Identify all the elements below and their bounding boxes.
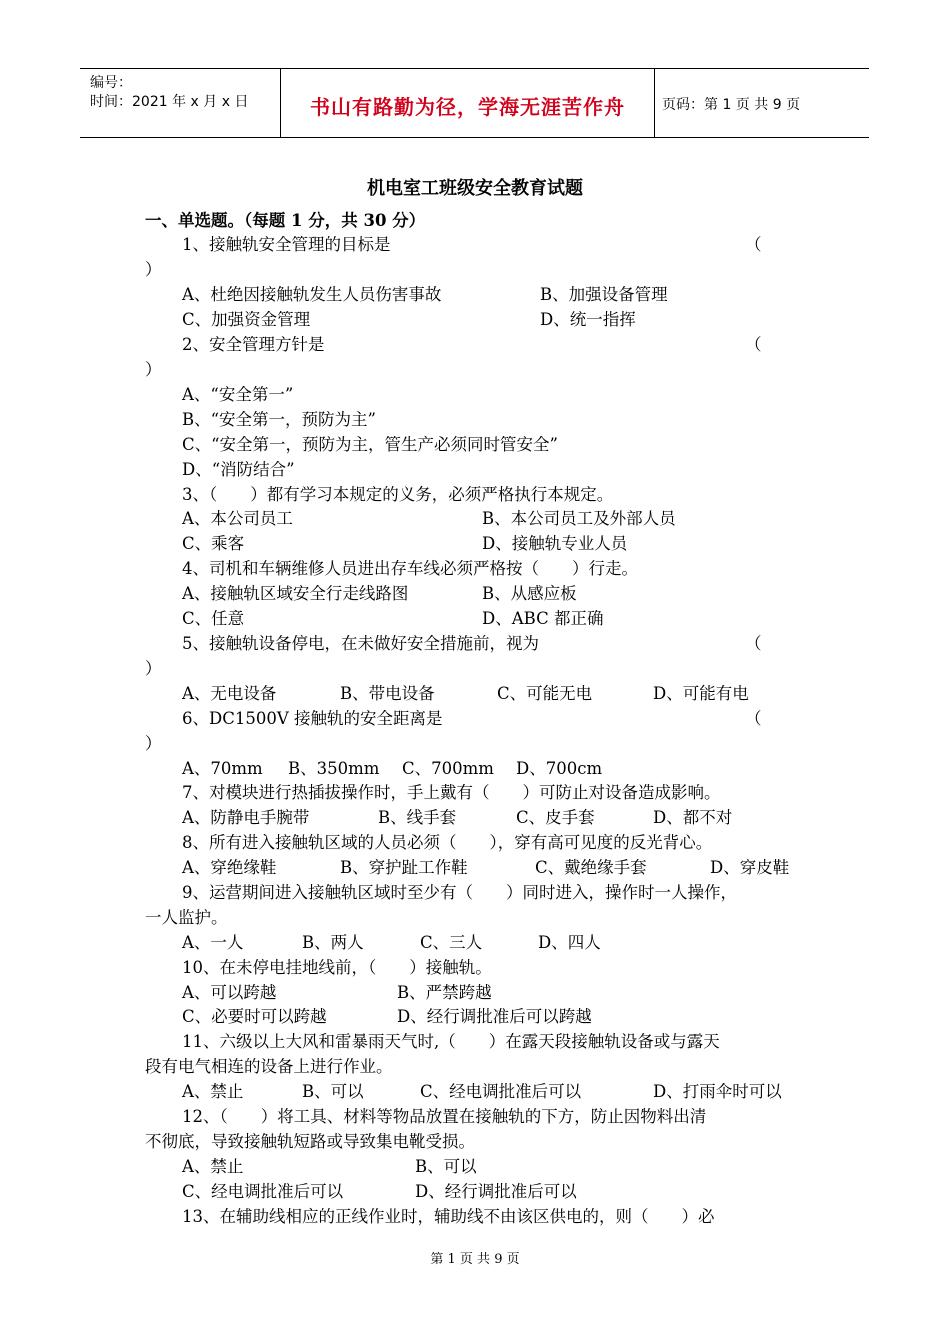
question-12: 12、（ ）将工具、材料等物品放置在接触轨的下方，防止因物料出清 [182, 1107, 707, 1126]
option-d: D、四人 [538, 933, 601, 952]
option-a: A、接触轨区域安全行走线路图 [182, 584, 409, 603]
answer-close-paren: ） [145, 260, 162, 279]
number-label: 编号： [90, 75, 132, 91]
question-7: 7、对模块进行热插拔操作时，手上戴有（ ）可防止对设备造成影响。 [182, 783, 721, 802]
option-c: C、“安全第一，预防为主，管生产必须同时管安全” [182, 435, 558, 454]
option-b: B、可以 [302, 1082, 364, 1101]
option-d: D、都不对 [653, 808, 733, 827]
answer-open-paren: （ [745, 709, 762, 728]
option-a: A、穿绝缘鞋 [182, 858, 277, 877]
answer-close-paren: ） [145, 734, 162, 753]
option-c: C、乘客 [182, 534, 245, 553]
option-a: A、“安全第一” [182, 385, 294, 404]
option-c: C、戴绝缘手套 [535, 858, 647, 877]
option-d: D、穿皮鞋 [710, 858, 790, 877]
option-c: C、三人 [420, 933, 483, 952]
option-b: B、350mm [288, 759, 380, 778]
option-b: B、穿护趾工作鞋 [340, 858, 468, 877]
question-10: 10、在未停电挂地线前，（ ）接触轨。 [182, 958, 492, 977]
question-2: 2、安全管理方针是 [182, 335, 325, 354]
section-heading: 一、单选题。（每题 1 分，共 30 分） [145, 211, 426, 230]
answer-open-paren: （ [745, 335, 762, 354]
time-label: 时间：2021 年 x 月 x 日 [90, 94, 249, 110]
option-d: D、ABC 都正确 [482, 609, 604, 628]
option-d: D、可能有电 [653, 684, 749, 703]
question-12-continued: 不彻底，导致接触轨短路或导致集电靴受损。 [145, 1132, 475, 1151]
option-a: A、禁止 [182, 1082, 244, 1101]
option-a: A、防静电手腕带 [182, 808, 310, 827]
option-c: C、可能无电 [497, 684, 593, 703]
question-3: 3、（ ）都有学习本规定的义务，必须严格执行本规定。 [182, 485, 614, 504]
question-1: 1、接触轨安全管理的目标是 [182, 235, 391, 254]
header-motto-cell [280, 69, 655, 137]
option-b: B、带电设备 [340, 684, 435, 703]
motto-text: 书山有路勤为径，学海无涯苦作舟 [310, 95, 625, 119]
option-d: D、经行调批准后可以跨越 [397, 1007, 592, 1026]
option-b: B、可以 [415, 1157, 477, 1176]
option-a: A、杜绝因接触轨发生人员伤害事故 [182, 285, 442, 304]
question-11: 11、六级以上大风和雷暴雨天气时,（ ）在露天段接触轨设备或与露天 [182, 1032, 720, 1051]
option-b: B、从感应板 [482, 584, 577, 603]
option-a: A、一人 [182, 933, 244, 952]
option-d: D、接触轨专业人员 [482, 534, 628, 553]
option-d: D、700cm [516, 759, 603, 778]
answer-open-paren: （ [745, 634, 762, 653]
option-c: C、700mm [402, 759, 494, 778]
option-d: D、打雨伞时可以 [653, 1082, 782, 1101]
answer-close-paren: ） [145, 360, 162, 379]
option-b: B、“安全第一，预防为主” [182, 410, 376, 429]
option-c: C、经电调批准后可以 [182, 1182, 344, 1201]
page-header [80, 68, 869, 138]
question-8: 8、所有进入接触轨区域的人员必须（ ），穿有高可见度的反光背心。 [182, 833, 713, 852]
question-9-continued: 一人监护。 [145, 908, 228, 927]
option-b: B、严禁跨越 [397, 983, 492, 1002]
option-c: C、皮手套 [516, 808, 595, 827]
option-c: C、经电调批准后可以 [420, 1082, 582, 1101]
header-page-cell [654, 69, 869, 137]
option-a: A、70mm [182, 759, 263, 778]
question-11-continued: 段有电气相连的设备上进行作业。 [145, 1057, 393, 1076]
question-6: 6、DC1500V 接触轨的安全距离是 [182, 709, 443, 728]
page-footer: 第 1 页 共 9 页 [430, 1252, 520, 1267]
option-d: D、经行调批准后可以 [415, 1182, 577, 1201]
option-d: D、统一指挥 [540, 310, 636, 329]
page-label: 页码：第 1 页 共 9 页 [662, 97, 801, 113]
question-4: 4、司机和车辆维修人员进出存车线必须严格按（ ）行走。 [182, 559, 638, 578]
header-info-cell [80, 69, 280, 137]
question-9: 9、运营期间进入接触轨区域时至少有（ ）同时进入，操作时一人操作， [182, 883, 737, 902]
option-a: A、可以跨越 [182, 983, 277, 1002]
option-c: C、必要时可以跨越 [182, 1007, 327, 1026]
question-13: 13、在辅助线相应的正线作业时，辅助线不由该区供电的，则（ ）必 [182, 1207, 715, 1226]
option-a: A、禁止 [182, 1157, 244, 1176]
answer-open-paren: （ [745, 235, 762, 254]
option-c: C、加强资金管理 [182, 310, 311, 329]
document-title: 机电室工班级安全教育试题 [367, 178, 583, 199]
option-a: A、本公司员工 [182, 509, 293, 528]
option-d: D、“消防结合” [182, 460, 295, 479]
answer-close-paren: ） [145, 659, 162, 678]
option-b: B、本公司员工及外部人员 [482, 509, 676, 528]
option-b: B、两人 [302, 933, 364, 952]
option-b: B、加强设备管理 [540, 285, 668, 304]
question-5: 5、接触轨设备停电，在未做好安全措施前，视为 [182, 634, 539, 653]
option-c: C、任意 [182, 609, 245, 628]
option-b: B、线手套 [378, 808, 457, 827]
option-a: A、无电设备 [182, 684, 277, 703]
